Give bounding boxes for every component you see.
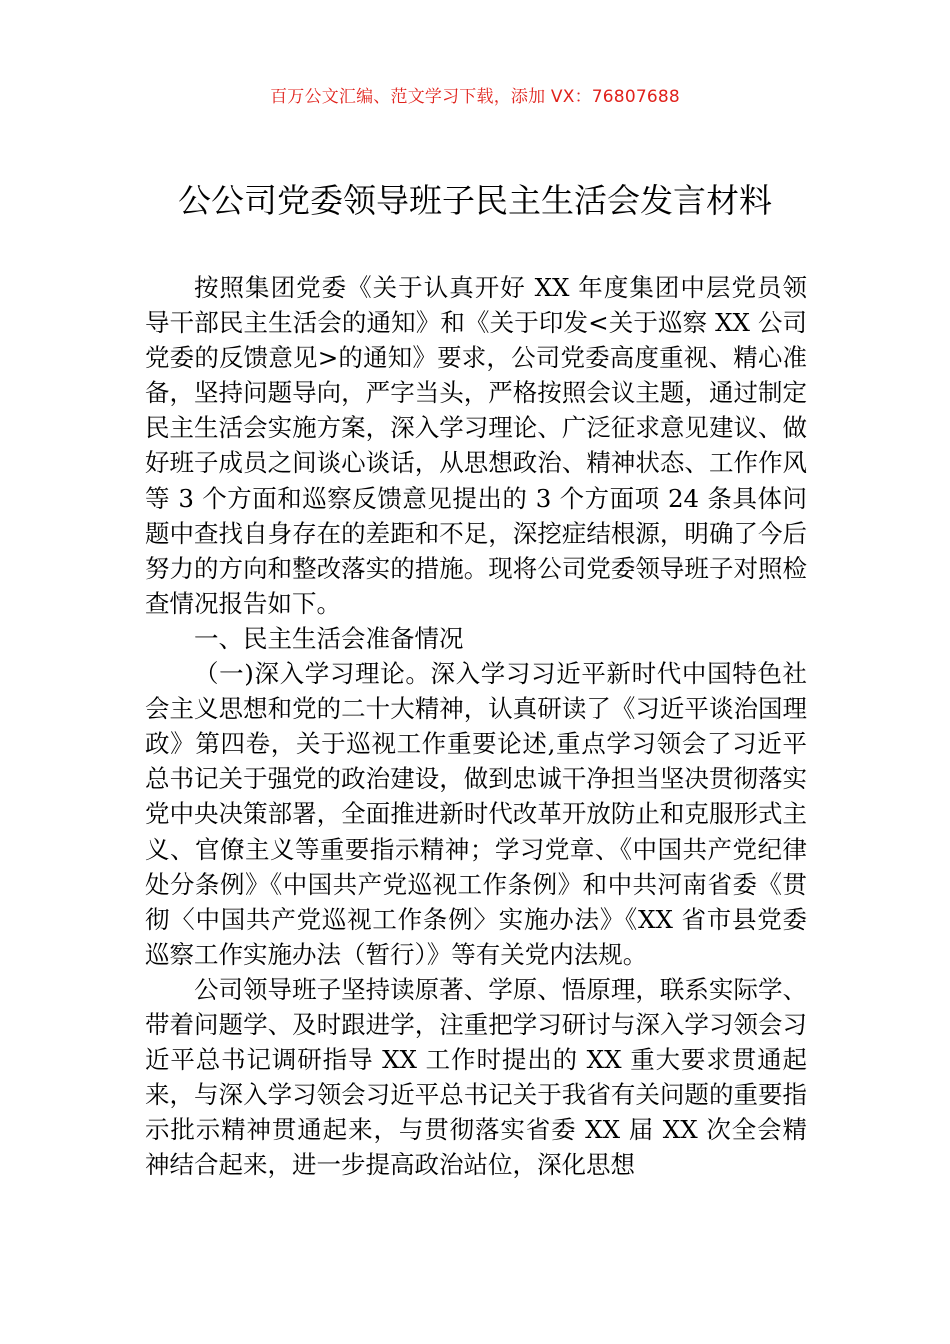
document-title: 公公司党委领导班子民主生活会发言材料 [178,181,772,220]
paragraph-study-theory: （一)深入学习理论。深入学习习近平新时代中国特色社会主义思想和党的二十大精神，认真研读了《习近平谈治国理政》第四卷，关于巡视工作重要论述,重点学习领会了习近平总书记关于强党的政治建设，做到忠诚干净担当坚决贯彻落实党中央决策部署，全面推进新时代改革开放防止和克服形式主义、官僚主义等重要指示精神；学习党章、《中国共产党纪律处分条例》《中国共产党巡视工作条例》和中共河南省委《贯彻〈中国共产党巡视工作条例〉实施办法》《XX 省市县党委巡察工作实施办法（暂行）》等有关党内法规。 [145,659,807,969]
paragraph-leadership-study: 公司领导班子坚持读原著、学原、悟原理，联系实际学、带着问题学、及时跟进学，注重把学习研讨与深入学习领会习近平总书记调研指导 XX 工作时提出的 XX 重大要求贯通起来，与深入学习领会习近平总书记关于我省有关问题的重要指示批示精神贯通起来，与贯彻落实省委 XX 届 XX 次全会精神结合起来，进一步提高政治站位，深化思想 [145,974,807,1180]
section-heading-1: 一、民主生活会准备情况 [194,623,464,653]
header-note: 百万公文汇编、范文学习下载，添加 VX：76807688 [270,87,680,107]
document-body [145,270,807,1182]
paragraph-intro: 按照集团党委《关于认真开好 XX 年度集团中层党员领导干部民主生活会的通知》和《关于印发<关于巡察 XX 公司党委的反馈意见>的通知》要求，公司党委高度重视、精心准备，坚持问题导向，严字当头，严格按照会议主题，通过制定民主生活会实施方案，深入学习理论、广泛征求意见建议、做好班子成员之间谈心谈话，从思想政治、精神状态、工作作风等 3 个方面和巡察反馈意见提出的 3 个方面项 24 条具体问题中查找自身存在的差距和不足，深挖症结根源，明确了今后努力的方向和整改落实的措施。现将公司党委领导班子对照检查情况报告如下。 [145,273,807,618]
